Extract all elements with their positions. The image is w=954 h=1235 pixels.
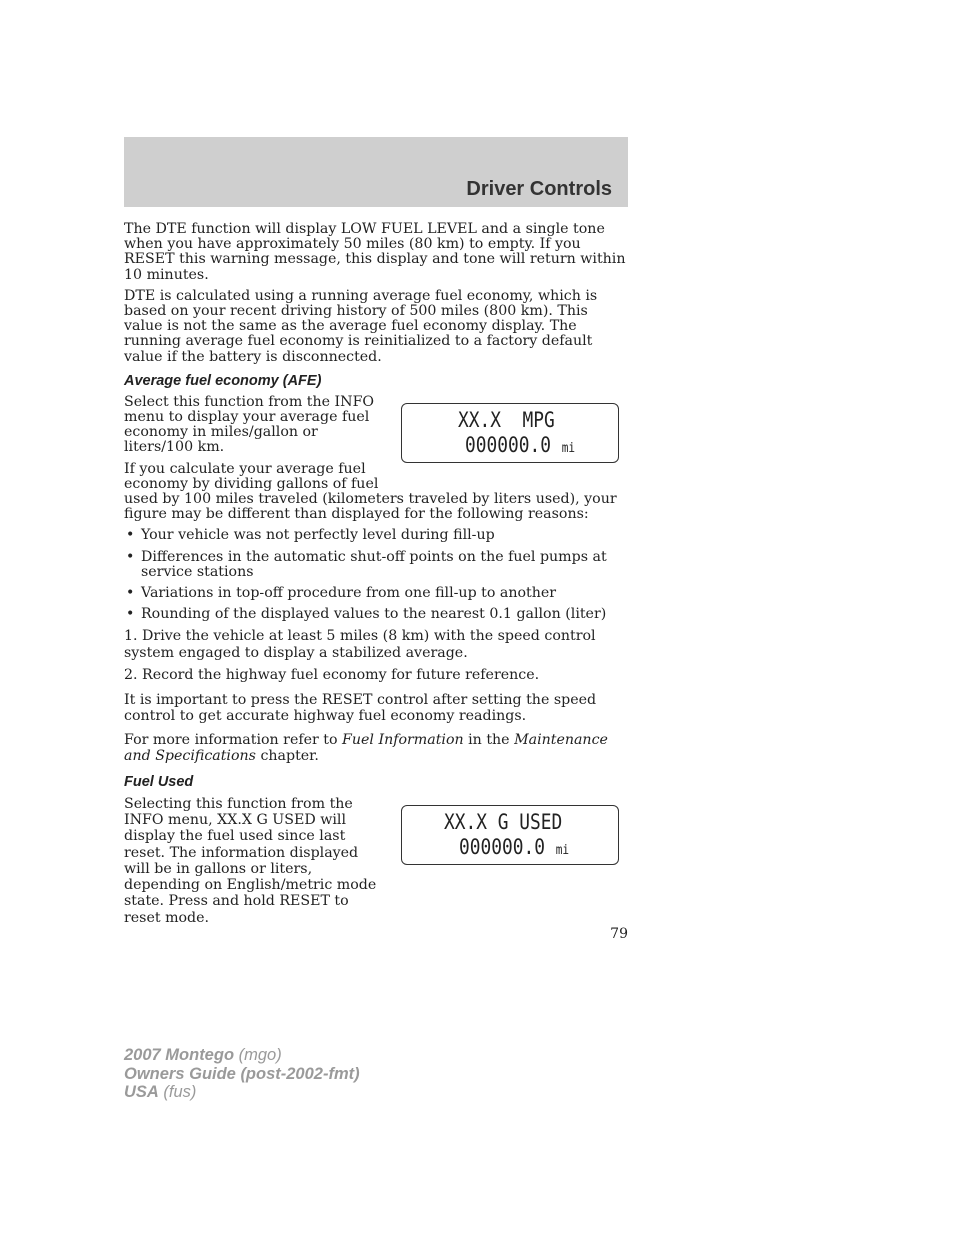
list-item-text: Differences in the automatic shut-off points on the fuel pumps at service stations <box>141 548 607 580</box>
fuel-used-display-unit: mi <box>555 843 570 858</box>
page-number: 79 <box>610 926 628 942</box>
paragraph-step-1: 1. Drive the vehicle at least 5 miles (8 km) with the speed control system engaged to display a stabilized average. <box>124 628 596 662</box>
paragraph-afe-calculate-rest: used by 100 miles traveled (kilometers traveled by liters used), your figure may be different than displayed for the following reasons: <box>124 491 617 523</box>
list-item-text: Rounding of the displayed values to the nearest 0.1 gallon (liter) <box>141 606 607 623</box>
paragraph-more-info <box>124 732 628 764</box>
list-item <box>124 607 628 622</box>
list-item-text: Variations in top-off procedure from one fill-up to another <box>141 585 557 602</box>
section-title: Driver Controls <box>466 178 612 200</box>
afe-display-unit: mi <box>561 441 576 456</box>
bullet-dot: • <box>126 606 135 623</box>
fuel-used-display <box>401 805 619 865</box>
afe-display-line1: XX.X MPG <box>458 408 555 432</box>
bullet-dot: • <box>126 585 135 602</box>
afe-display-value: 000000.0 <box>465 433 551 457</box>
paragraph-afe-calculate <box>124 462 628 523</box>
paragraph-reset-note: It is important to press the RESET control after setting the speed control to get accurate highway fuel economy readings. <box>124 691 597 724</box>
footer-market: USA <box>124 1083 159 1101</box>
reference-fuel-information: Fuel Information <box>342 731 464 748</box>
paragraph-dte-calculation: DTE is calculated using a running average fuel economy, which is based on your recent driving history of 500 miles (800 km). This value is not the same as the average fuel economy display. The running average fuel economy is reinitialized to a factory default value if the battery is disconnected. <box>124 287 598 365</box>
more-info-suffix: chapter. <box>255 747 319 764</box>
header-band <box>124 137 628 207</box>
fuel-used-display-value: 000000.0 <box>459 835 545 859</box>
heading-afe: Average fuel economy (AFE) <box>124 372 322 389</box>
footer <box>124 1046 360 1102</box>
list-item <box>124 586 628 601</box>
list-item <box>124 550 628 580</box>
list-item-text: Your vehicle was not perfectly level during fill-up <box>141 527 495 544</box>
footer-line-2 <box>124 1065 360 1084</box>
more-info-prefix: For more information refer to <box>124 731 343 748</box>
footer-line-1 <box>124 1046 360 1065</box>
paragraph-dte-low-fuel: The DTE function will display LOW FUEL LEVEL and a single tone when you have approximately 50 miles (80 km) to empty. If you RESET this warning message, this display and tone will return within 10 minutes. <box>124 221 626 283</box>
fuel-used-display-line1: XX.X G USED <box>444 810 563 834</box>
bullet-dot: • <box>126 548 135 565</box>
heading-fuel-used: Fuel Used <box>124 773 194 790</box>
list-item <box>124 528 628 543</box>
afe-display-line2 <box>465 433 575 457</box>
paragraph-afe-calculate-start: If you calculate your average fuel economy by dividing gallons of fuel <box>124 460 379 492</box>
reference-maintenance-specifications: Maintenance and Specifications <box>124 731 608 764</box>
reasons-list <box>124 528 628 622</box>
paragraph-step-2: 2. Record the highway fuel economy for future reference. <box>124 667 540 684</box>
footer-model-code: (mgo) <box>234 1046 282 1064</box>
bullet-dot: • <box>126 527 135 544</box>
more-info-mid: in the <box>463 731 515 748</box>
paragraph-afe-select: Select this function from the INFO menu to display your average fuel economy in miles/gallon or liters/100 km. <box>124 393 375 456</box>
footer-market-code: (fus) <box>158 1083 197 1101</box>
footer-model: 2007 Montego <box>124 1046 235 1064</box>
footer-line-3 <box>124 1083 360 1102</box>
footer-guide: Owners Guide (post-2002-fmt) <box>124 1064 360 1083</box>
paragraph-fuel-used: Selecting this function from the INFO menu, XX.X G USED will display the fuel used since last reset. The information displayed will be in gallons or liters, depending on English/metric mode state. Press and hold RESET to reset mode. <box>124 795 377 926</box>
afe-display <box>401 403 619 463</box>
fuel-used-display-line2 <box>459 835 569 859</box>
